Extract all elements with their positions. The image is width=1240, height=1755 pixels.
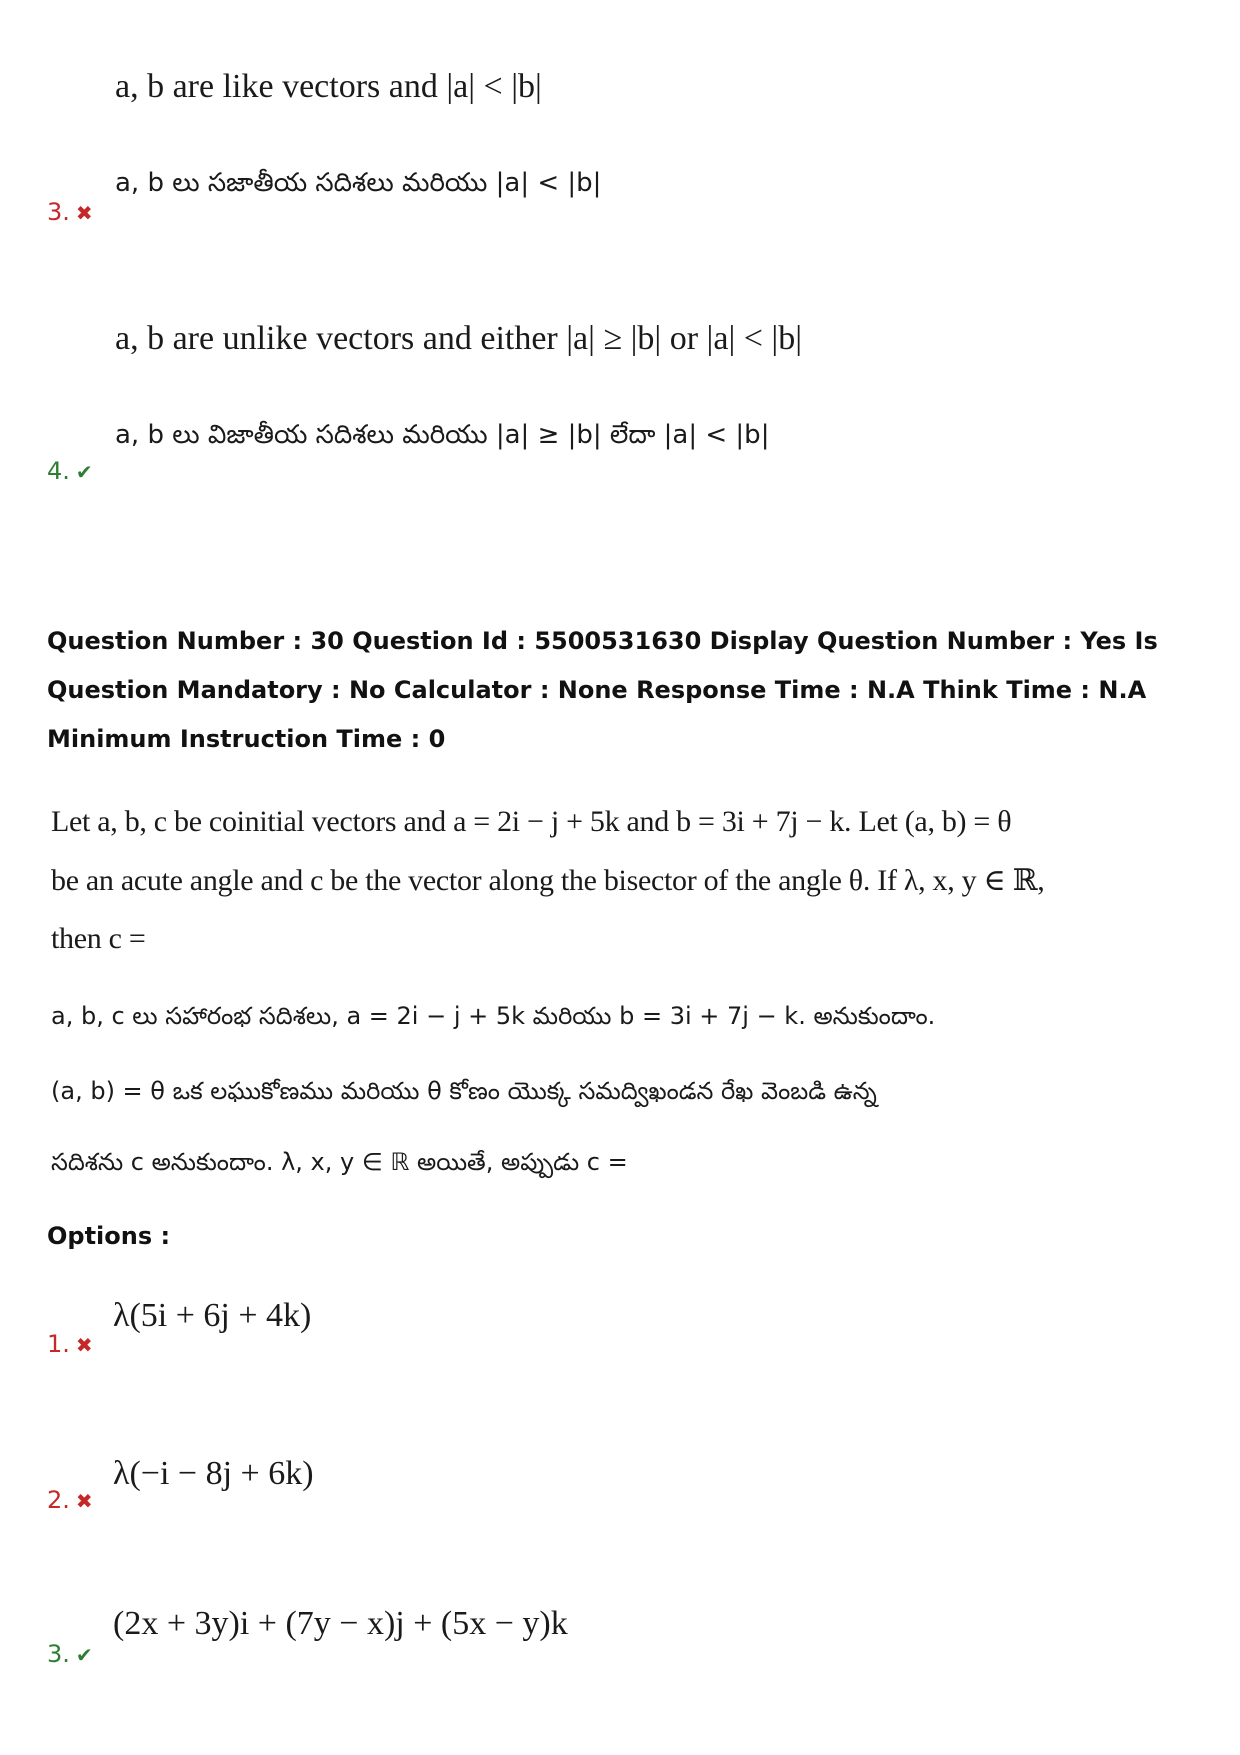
options-heading: Options : (47, 1222, 171, 1250)
prev-option-4-english: a, b are unlike vectors and either |a| ≥ |b| or |a| < |b| (115, 320, 803, 357)
option-2-marker (47, 1486, 93, 1514)
cross-icon: ✖ (75, 1489, 93, 1513)
question-telugu-line-3: సదిశను c అనుకుందాం. λ, x, y ∈ ℝ అయితే, అప్పుడు c = (51, 1148, 628, 1176)
cross-icon: ✖ (75, 1333, 93, 1357)
option-1-text: λ(5i + 6j + 4k) (113, 1297, 312, 1334)
cross-icon: ✖ (75, 201, 93, 225)
prev-option-4-telugu: a, b లు విజాతీయ సదిశలు మరియు |a| ≥ |b| లేదా |a| < |b| (115, 420, 770, 450)
question-telugu-line-2: (a, b) = θ ఒక లఘుకోణము మరియు θ కోణం యొక్క సమద్విఖండన రేఖ వెంబడి ఉన్న (51, 1077, 877, 1105)
question-telugu-line-1: a, b, c లు సహారంభ సదిశలు, a = 2i − j + 5k మరియు b = 3i + 7j − k. అనుకుందాం. (51, 1002, 936, 1030)
prev-option-4-marker (47, 457, 93, 485)
question-english-line-1: Let a, b, c be coinitial vectors and a = 2i − j + 5k and b = 3i + 7j − k. Let (a, b) = θ (51, 805, 1012, 838)
question-english-line-2: be an acute angle and c be the vector along the bisector of the angle θ. If λ, x, y ∈ ℝ, (51, 864, 1045, 897)
option-2-text: λ(−i − 8j + 6k) (113, 1455, 314, 1492)
option-number: 1. (47, 1330, 70, 1358)
option-number: 3. (47, 1640, 70, 1668)
question-metadata: Question Number : 30 Question Id : 5500531630 Display Question Number : Yes Is Question Mandatory : No Calculator : None Response Time : N.A Think Time : N.A Minimum Instruction Time : 0 (47, 627, 1158, 753)
option-number: 3. (47, 198, 70, 226)
prev-option-3-telugu: a, b లు సజాతీయ సదిశలు మరియు |a| < |b| (115, 168, 602, 198)
prev-option-3-marker (47, 198, 93, 226)
option-number: 4. (47, 457, 70, 485)
prev-option-3-english: a, b are like vectors and |a| < |b| (115, 68, 542, 105)
option-3-text: (2x + 3y)i + (7y − x)j + (5x − y)k (113, 1605, 568, 1642)
check-icon: ✔ (75, 460, 93, 484)
question-english-line-3: then c = (51, 922, 146, 955)
option-3-marker (47, 1640, 93, 1668)
option-number: 2. (47, 1486, 70, 1514)
option-1-marker (47, 1330, 93, 1358)
check-icon: ✔ (75, 1643, 93, 1667)
